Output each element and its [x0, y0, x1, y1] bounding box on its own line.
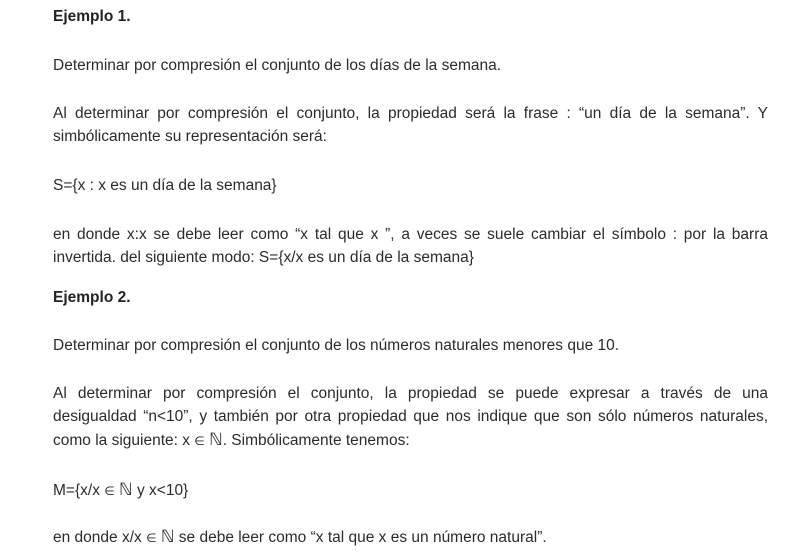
example2-para1-line1: Al determinar por compresión el conjunto, la propiedad se puede expresar a través de una — [53, 385, 768, 402]
example2-set-expr-end: y x<10} — [132, 482, 189, 499]
naturals-symbol: ℕ — [119, 480, 133, 500]
element-of-symbol: ∈ — [194, 434, 205, 448]
example1-para1-line2: simbólicamente su representación será: — [53, 128, 327, 145]
example2-para2 — [53, 526, 768, 549]
example2-statement: Determinar por compresión el conjunto de los números naturales menores que 10. — [53, 337, 620, 354]
example2-heading: Ejemplo 2. — [53, 289, 131, 306]
element-of-symbol: ∈ — [146, 531, 157, 545]
example2-para2-start: en donde x/x — [53, 529, 147, 546]
example2-para1-line3-start: como la siguiente: x — [53, 432, 195, 449]
naturals-symbol: ℕ — [209, 430, 223, 450]
example2-para2-end: se debe leer como “x tal que x es un número natural”. — [174, 529, 547, 546]
example2-set-expression — [53, 479, 768, 502]
example2-para1-line2: desigualdad “n<10”, y también por otra propiedad que nos indique que son sólo números naturales, — [53, 408, 768, 425]
example1-statement: Determinar por compresión el conjunto de los días de la semana. — [53, 57, 502, 74]
element-of-symbol: ∈ — [104, 484, 115, 498]
example1-heading: Ejemplo 1. — [53, 8, 131, 25]
example2-set-expr-start: M={x/x — [53, 482, 105, 499]
example1-para2-line1: en donde x:x se debe leer como “x tal que x ”, a veces se suele cambiar el símbolo : por la barra — [53, 226, 768, 243]
example2-para1-line3-end: . Simbólicamente tenemos: — [222, 432, 410, 449]
naturals-symbol: ℕ — [160, 527, 175, 547]
example1-para1-line1: Al determinar por compresión el conjunto, la propiedad será la frase : “un día de la semana”. Y — [53, 105, 768, 122]
example1-set-expression: S={x : x es un día de la semana} — [53, 177, 277, 194]
example1-para2-line2: invertida. del siguiente modo: S={x/x es un día de la semana} — [53, 249, 474, 266]
example2-para1-line3 — [53, 429, 768, 452]
